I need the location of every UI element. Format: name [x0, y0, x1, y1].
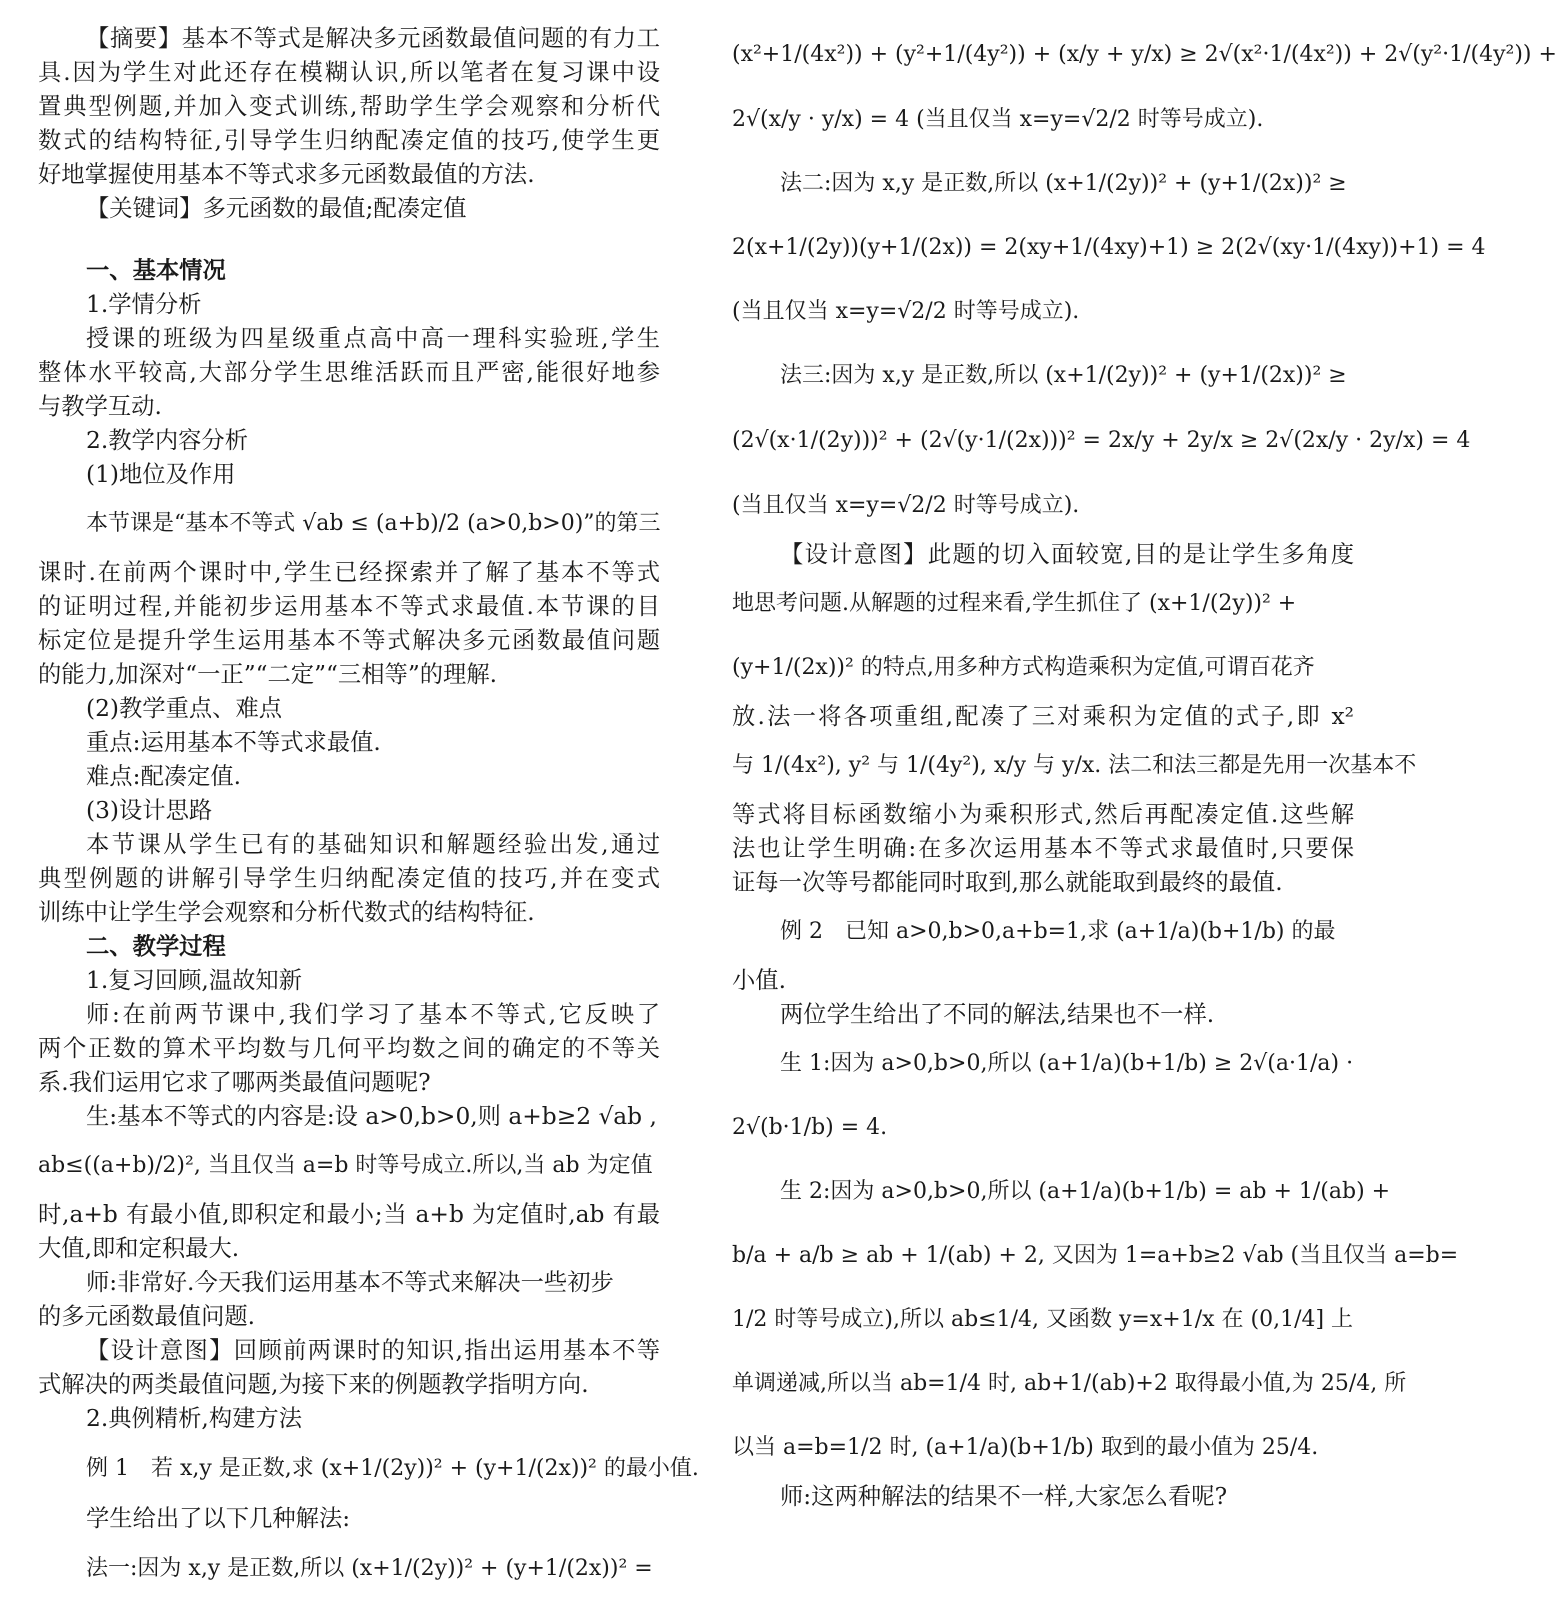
abstract-line: 好地掌握使用基本不等式求多元函数最值的方法. — [38, 161, 535, 188]
abstract-line: 具.因为学生对此还存在模糊认识,所以笔者在复习课中设 — [38, 59, 660, 86]
design-intent-line: 放.法一将各项重组,配凑了三对乘积为定值的式子,即 x² — [732, 703, 1354, 730]
paragraph-line: 两位学生给出了不同的解法,结果也不一样. — [780, 1001, 1215, 1028]
formula-line: 2√(b·1/b) = 4. — [732, 1115, 888, 1140]
paragraph-line: 的证明过程,并能初步运用基本不等式求最值.本节课的目 — [38, 593, 660, 620]
design-intent-line: 地思考问题.从解题的过程来看,学生抓住了 (x+1/(2y))² + — [732, 591, 1297, 616]
method-3: 法三:因为 x,y 是正数,所以 (x+1/(2y))² + (y+1/(2x))² ≥ — [780, 363, 1347, 388]
paragraph-line: 标定位是提升学生运用基本不等式解决多元函数最值问题 — [38, 627, 660, 654]
formula-line: ab≤((a+b)/2)², 当且仅当 a=b 时等号成立.所以,当 ab 为定值 — [38, 1153, 653, 1178]
example-1: 例 1 若 x,y 是正数,求 (x+1/(2y))² + (y+1/(2x))² 的最小值. — [86, 1456, 699, 1481]
paragraph-line: 整体水平较高,大部分学生思维活跃而且严密,能很好地参 — [38, 359, 660, 386]
design-intent-line: (y+1/(2x))² 的特点,用多种方式构造乘积为定值,可谓百花齐 — [732, 655, 1315, 680]
design-intent-line: 【设计意图】此题的切入面较宽,目的是让学生多角度 — [780, 541, 1354, 568]
formula-line: 2√(x/y · y/x) = 4 (当且仅当 x=y=√2/2 时等号成立). — [732, 107, 1264, 132]
design-intent-line: 等式将目标函数缩小为乘积形式,然后再配凑定值.这些解 — [732, 801, 1354, 828]
design-intent-line: 法也让学生明确:在多次运用基本不等式求最值时,只要保 — [732, 835, 1354, 862]
formula-line: (当且仅当 x=y=√2/2 时等号成立). — [732, 299, 1080, 324]
paragraph-line: 本节课从学生已有的基础知识和解题经验出发,通过 — [86, 831, 660, 858]
paragraph-line: 授课的班级为四星级重点高中高一理科实验班,学生 — [86, 325, 660, 352]
method-1-start: 法一:因为 x,y 是正数,所以 (x+1/(2y))² + (y+1/(2x))² = — [86, 1556, 653, 1581]
paragraph-line: 大值,即和定积最大. — [38, 1235, 240, 1262]
formula-line: (x²+1/(4x²)) + (y²+1/(4y²)) + (x/y + y/x) ≥ 2√(x²·1/(4x²)) + 2√(y²·1/(4y²)) + — [732, 42, 1557, 67]
student-2-solution: 生 2:因为 a>0,b>0,所以 (a+1/a)(b+1/b) = ab + 1/(ab) + — [780, 1179, 1391, 1204]
left-column — [38, 22, 699, 1602]
section-heading: 一、基本情况 — [86, 257, 226, 284]
paragraph-line: 重点:运用基本不等式求最值. — [86, 729, 381, 756]
paragraph-line: 与教学互动. — [38, 393, 162, 420]
formula-line: (当且仅当 x=y=√2/2 时等号成立). — [732, 493, 1080, 518]
paragraph-line: 难点:配凑定值. — [86, 763, 242, 790]
subheading: (2)教学重点、难点 — [86, 695, 283, 722]
design-intent-line: 与 1/(4x²), y² 与 1/(4y²), x/y 与 y/x. 法二和法三都是先用一次基本不 — [732, 753, 1417, 778]
paragraph-line: 学生给出了以下几种解法: — [86, 1505, 351, 1532]
subheading: 1.学情分析 — [86, 291, 202, 318]
paragraph-line: 系.我们运用它求了哪两类最值问题呢? — [38, 1069, 431, 1096]
paragraph-line: 式解决的两类最值问题,为接下来的例题教学指明方向. — [38, 1371, 589, 1398]
formula-line: 单调递减,所以当 ab=1/4 时, ab+1/(ab)+2 取得最小值,为 25/4, 所 — [732, 1371, 1407, 1396]
paragraph-line: 师:这两种解法的结果不一样,大家怎么看呢? — [780, 1483, 1228, 1510]
subheading: 2.教学内容分析 — [86, 427, 249, 454]
subheading: 2.典例精析,构建方法 — [86, 1405, 303, 1432]
formula-line: 本节课是“基本不等式 √ab ≤ (a+b)/2 (a>0,b>0)”的第三 — [86, 511, 661, 536]
paragraph-line: 小值. — [732, 967, 786, 994]
method-2: 法二:因为 x,y 是正数,所以 (x+1/(2y))² + (y+1/(2x))² ≥ — [780, 171, 1347, 196]
example-2: 例 2 已知 a>0,b>0,a+b=1,求 (a+1/a)(b+1/b) 的最 — [780, 919, 1336, 944]
paragraph-line: 训练中让学生学会观察和分析代数式的结构特征. — [38, 899, 535, 926]
section-heading: 二、教学过程 — [86, 933, 226, 960]
paragraph-line: 时,a+b 有最小值,即积定和最小;当 a+b 为定值时,ab 有最 — [38, 1201, 660, 1228]
subheading: 1.复习回顾,温故知新 — [86, 967, 303, 994]
design-intent-line: 证每一次等号都能同时取到,那么就能取到最终的最值. — [732, 869, 1283, 896]
paragraph-line: 典型例题的讲解引导学生归纳配凑定值的技巧,并在变式 — [38, 865, 660, 892]
student-1-solution: 生 1:因为 a>0,b>0,所以 (a+1/a)(b+1/b) ≥ 2√(a·1/a) · — [780, 1051, 1354, 1076]
paragraph-line: 两个正数的算术平均数与几何平均数之间的确定的不等关 — [38, 1035, 660, 1062]
formula-line: (2√(x·1/(2y)))² + (2√(y·1/(2x)))² = 2x/y + 2y/x ≥ 2√(2x/y · 2y/x) = 4 — [732, 428, 1471, 453]
subheading: (3)设计思路 — [86, 797, 213, 824]
paragraph-line: 的多元函数最值问题. — [38, 1303, 256, 1330]
abstract-line: 数式的结构特征,引导学生归纳配凑定值的技巧,使学生更 — [38, 127, 660, 154]
formula-line: 2(x+1/(2y))(y+1/(2x)) = 2(xy+1/(4xy)+1) ≥ 2(2√(xy·1/(4xy))+1) = 4 — [732, 235, 1486, 260]
paragraph-line: 的能力,加深对“一正”“二定”“三相等”的理解. — [38, 661, 498, 688]
formula-line: 以当 a=b=1/2 时, (a+1/a)(b+1/b) 取到的最小值为 25/4. — [732, 1435, 1319, 1460]
paragraph-line: 师:在前两节课中,我们学习了基本不等式,它反映了 — [86, 1001, 660, 1028]
paragraph-line: 课时.在前两个课时中,学生已经探索并了解了基本不等式 — [38, 559, 660, 586]
keywords: 【关键词】多元函数的最值;配凑定值 — [86, 195, 467, 222]
abstract-line: 置典型例题,并加入变式训练,帮助学生学会观察和分析代 — [38, 93, 660, 120]
right-column — [732, 22, 1557, 1514]
paragraph-line: 生:基本不等式的内容是:设 a>0,b>0,则 a+b≥2 √ab , — [86, 1103, 657, 1130]
formula-line: b/a + a/b ≥ ab + 1/(ab) + 2, 又因为 1=a+b≥2 √ab (当且仅当 a=b= — [732, 1243, 1459, 1268]
formula-line: 1/2 时等号成立),所以 ab≤1/4, 又函数 y=x+1/x 在 (0,1/4] 上 — [732, 1307, 1354, 1332]
subheading: (1)地位及作用 — [86, 461, 236, 488]
paragraph-line: 【设计意图】回顾前两课时的知识,指出运用基本不等 — [86, 1337, 660, 1364]
paragraph-line: 师:非常好.今天我们运用基本不等式来解决一些初步 — [86, 1269, 614, 1296]
abstract-line: 【摘要】基本不等式是解决多元函数最值问题的有力工 — [86, 25, 660, 52]
